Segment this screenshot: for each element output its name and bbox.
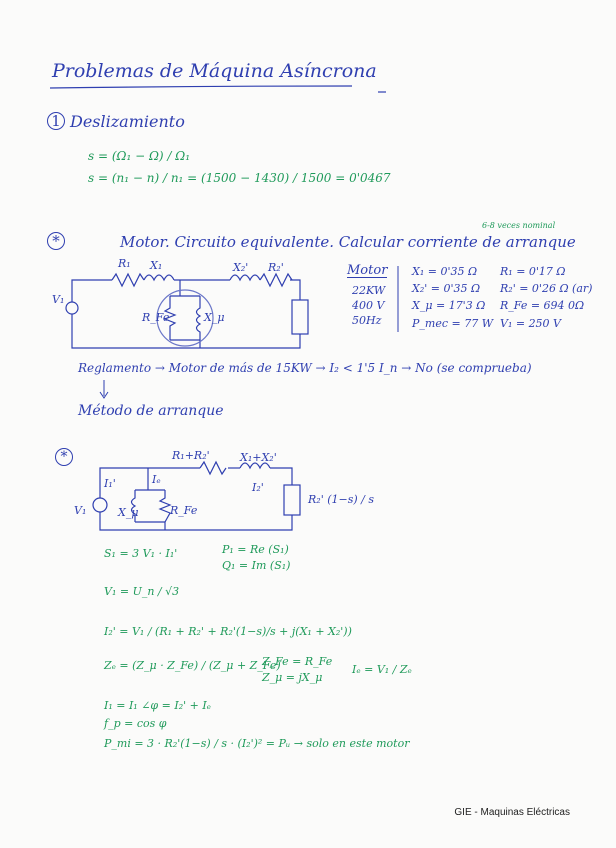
eq-reactive-power: Q₁ = Im (S₁) — [222, 559, 291, 572]
section-2-heading: Motor. Circuito equivalente. Calcular corriente de arranque — [120, 233, 576, 251]
footer-label: GIE - Maquinas Eléctricas — [454, 807, 570, 818]
label-x2: X₂' — [233, 261, 249, 274]
eq-active-power: P₁ = Re (S₁) — [222, 543, 289, 556]
label-rfe-simplified: R_Fe — [170, 504, 198, 517]
eq-zfe: Z_Fe = R_Fe — [262, 655, 333, 668]
label-xu: X_μ — [204, 311, 225, 324]
label-current-i2: I₂' — [252, 481, 264, 494]
slip-formula-definition: s = (Ω₁ − Ω) / Ω₁ — [88, 149, 191, 163]
param-x1: X₁ = 0'35 Ω — [412, 265, 478, 278]
param-x2: X₂' = 0'35 Ω — [412, 282, 481, 295]
eq-power-factor: f_p = cos φ — [104, 717, 167, 730]
motor-voltage: 400 V — [352, 299, 385, 312]
section-2-marker: * — [47, 232, 65, 250]
label-v1-simplified: V₁ — [74, 504, 87, 517]
eq-phase-voltage: V₁ = U_n / √3 — [104, 585, 180, 598]
label-r1: R₁ — [118, 257, 131, 270]
label-current-i1: I₁' — [104, 477, 116, 490]
motor-frequency: 50Hz — [352, 314, 382, 327]
param-r2: R₂' = 0'26 Ω (ar) — [500, 282, 593, 295]
label-rfe: R_Fe — [142, 311, 170, 324]
regulation-line: Reglamento → Motor de más de 15KW → I₂ < 1'5 I_n → No (se comprueba) — [78, 361, 532, 375]
label-xu-simplified: X_μ — [118, 506, 139, 519]
motor-power: 22KW — [352, 284, 386, 297]
param-v1: V₁ = 250 V — [500, 317, 561, 330]
eq-apparent-power: S₁ = 3 V₁ · I₁' — [104, 547, 178, 560]
eq-stator-current: I₁ = I₁ ∠φ = I₂' + Iₑ — [104, 699, 211, 712]
slip-formula-calculation: s = (n₁ − n) / n₁ = (1500 − 1430) / 1500 = 0'0467 — [88, 171, 391, 185]
param-xu: X_μ = 17'3 Ω — [412, 299, 486, 312]
label-x1: X₁ — [150, 259, 163, 272]
label-r2: R₂' — [268, 261, 284, 274]
method-line: Método de arranque — [78, 403, 224, 419]
label-v1: V₁ — [52, 293, 65, 306]
side-note: 6-8 veces nominal — [482, 221, 556, 230]
eq-zmu: Z_μ = jX_μ — [262, 671, 323, 684]
section-3-marker: * — [55, 448, 73, 466]
eq-rotor-current: I₂' = V₁ / (R₁ + R₂' + R₂'(1−s)/s + j(X₁ + X₂')) — [104, 625, 352, 638]
label-load-resistance: R₂' (1−s) / s — [308, 493, 374, 506]
param-rfe: R_Fe = 694 0Ω — [500, 299, 585, 312]
section-1-marker: 1 — [47, 112, 65, 130]
param-r1: R₁ = 0'17 Ω — [500, 265, 566, 278]
section-1-heading: Deslizamiento — [70, 112, 185, 131]
param-pmec: P_mec = 77 W — [412, 317, 494, 330]
label-current-ie: Iₑ — [152, 473, 161, 486]
motor-label: Motor — [347, 263, 388, 278]
label-x1-plus-x2: X₁+X₂' — [240, 451, 277, 464]
eq-excitation-current: Iₑ = V₁ / Zₑ — [352, 663, 412, 676]
page-title: Problemas de Máquina Asíncrona — [52, 60, 377, 82]
label-r1-plus-r2: R₁+R₂' — [172, 449, 210, 462]
eq-internal-mechanical-power: P_mi = 3 · R₂'(1−s) / s · (I₂')² = Pᵤ → solo en este motor — [104, 737, 410, 750]
eq-excitation-impedance: Zₑ = (Z_μ · Z_Fe) / (Z_μ + Z_Fe) — [104, 659, 281, 672]
